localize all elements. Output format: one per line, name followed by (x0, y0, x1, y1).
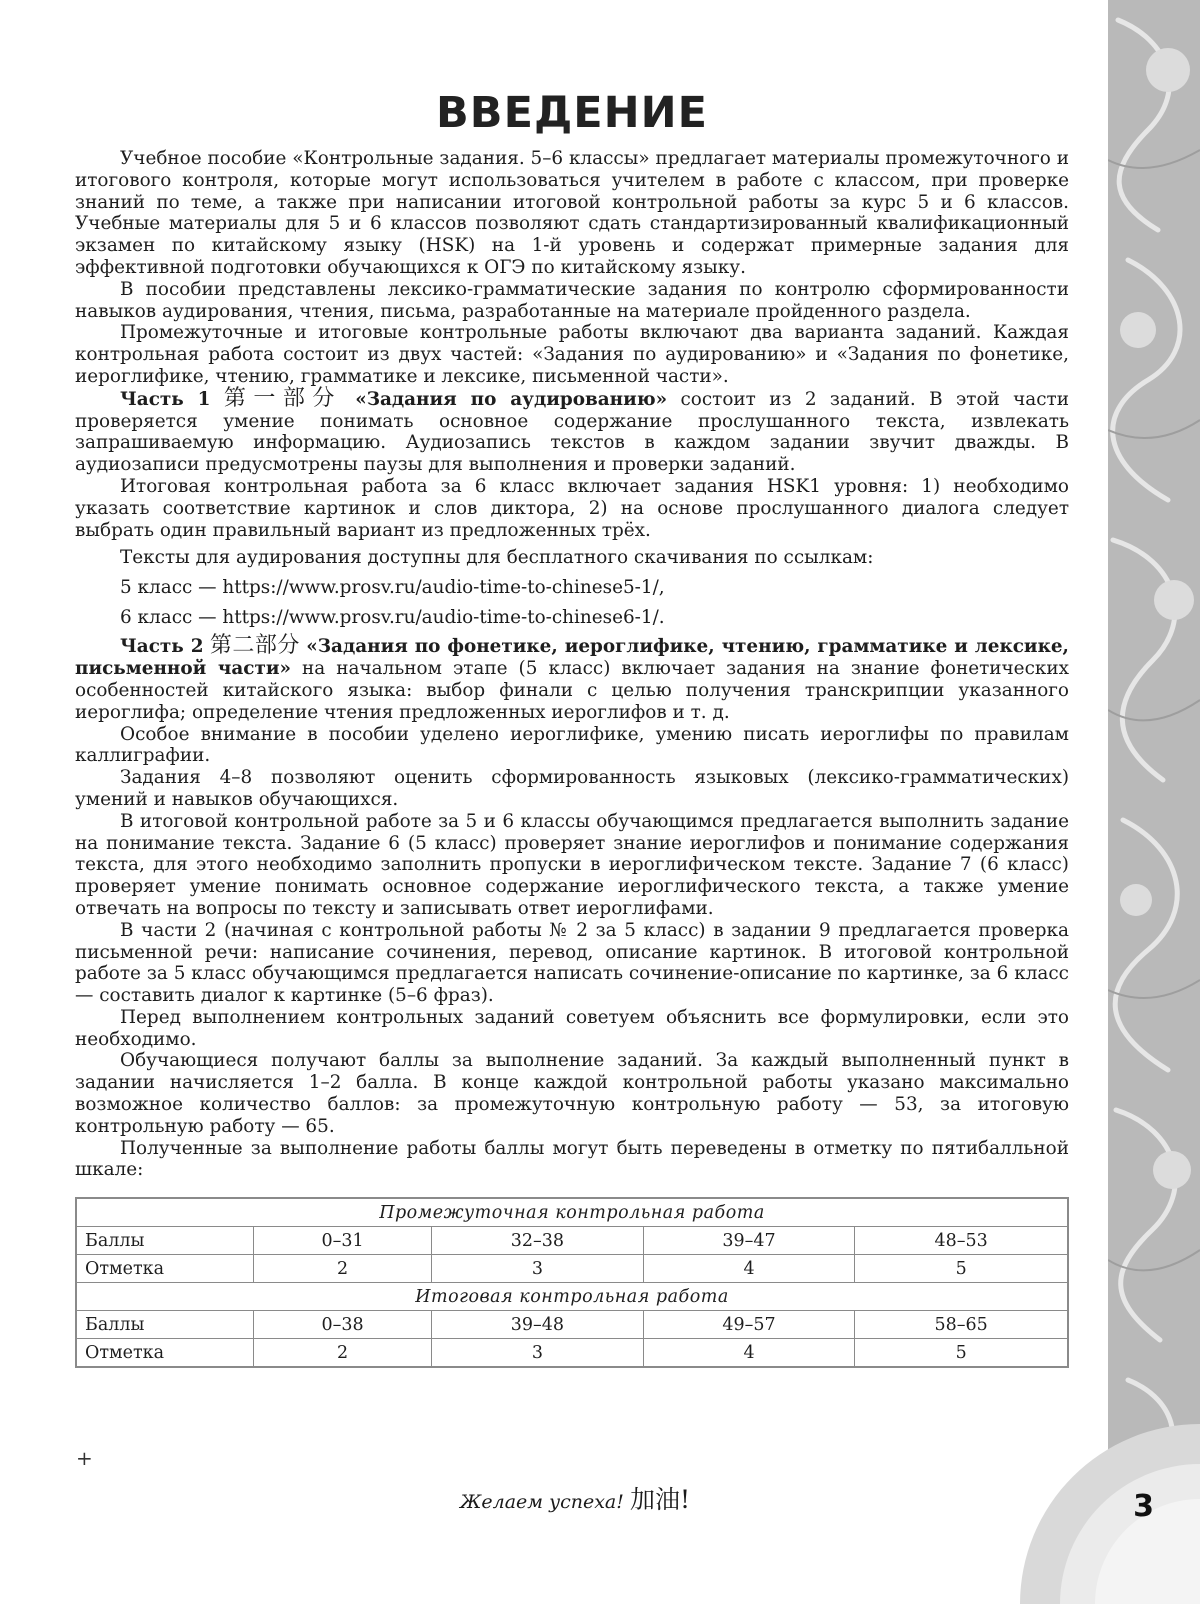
part2-hanzi: 第二部分 (209, 633, 300, 659)
table-cell: 2 (254, 1339, 432, 1368)
plus-mark: + (76, 1446, 93, 1470)
part1-label: Часть 1 (120, 388, 211, 410)
page-title: ВВЕДЕНИЕ (436, 88, 708, 138)
floral-pattern-icon (1108, 0, 1200, 1604)
intro-paragraph-2: В пособии представлены лексико-грамматические задания по контролю сформированности навыков аудирования, чтения, письма, разработанные на материале пройденного раздела. (75, 278, 1069, 322)
audio-link-grade6[interactable]: 6 класс — https://www.prosv.ru/audio-time-to-chinese6-1/. (120, 607, 665, 629)
table-cell: 4 (643, 1339, 855, 1368)
final-section-title: Итоговая контрольная работа (76, 1283, 1068, 1311)
table-row (76, 1227, 1068, 1255)
table-cell: 4 (643, 1255, 855, 1283)
part1-text: состоит из 2 заданий. В этой части проверяется умение понимать основное содержание прослушанного текста, извлекать запрашиваемую информацию. Аудиозапись текстов в каждом задании звучит дважды. В аудиозаписи предусмотрены паузы для выполнения и проверки заданий. (75, 388, 1069, 476)
table-row (76, 1255, 1068, 1283)
table-cell: 3 (432, 1255, 644, 1283)
page-number: 3 (1133, 1489, 1154, 1524)
part1-name: «Задания по аудированию» (355, 388, 668, 410)
table-cell: 39–47 (643, 1227, 855, 1255)
text-comprehension-paragraph: В итоговой контрольной работе за 5 и 6 классы обучающимся предлагается выполнить задание на понимание текста. Задание 6 (5 класс) проверяет знание иероглифов и понимание содержания текста, для этого необходимо заполнить пропуски в иероглифическом тексте. Задание 7 (6 класс) проверяет умение понимать основное содержание иероглифического текста, а также умение отвечать на вопросы по тексту и записывать ответ иероглифами. (75, 810, 1069, 919)
closing-wish (0, 1480, 1150, 1516)
tasks-paragraph: Задания 4–8 позволяют оценить сформированность языковых (лексико-грамматических) умений и навыков обучающихся. (75, 767, 1069, 810)
table-cell: 48–53 (855, 1227, 1068, 1255)
part1-paragraph (75, 385, 1069, 476)
grading-table (75, 1197, 1069, 1368)
table-cell: 39–48 (432, 1311, 644, 1339)
part1-hanzi: 第一部分 (223, 385, 342, 411)
part2-paragraph (75, 635, 1069, 723)
table-cell: 49–57 (643, 1311, 855, 1339)
table-cell: 0–38 (254, 1311, 432, 1339)
scale-paragraph: Полученные за выполнение работы баллы могут быть переведены в отметку по пятибалльной шкале: (75, 1137, 1069, 1181)
points-label: Баллы (76, 1227, 254, 1255)
table-row (76, 1311, 1068, 1339)
part1-final-paragraph: Итоговая контрольная работа за 6 класс включает задания HSK1 уровня: 1) необходимо указать соответствие картинок и слов диктора, 2) на основе прослушанного диалога следует выбрать один правильный вариант из предложенных трёх. (75, 475, 1069, 541)
table-cell: 3 (432, 1339, 644, 1368)
table-section-row (76, 1198, 1068, 1227)
wish-text: Желаем успеха! (460, 1491, 624, 1513)
audio-links-intro: Тексты для аудирования доступны для бесплатного скачивания по ссылкам: (120, 547, 874, 569)
part2-label: Часть 2 (120, 636, 204, 658)
grade-label: Отметка (76, 1255, 254, 1283)
advice-paragraph: Перед выполнением контрольных заданий советуем объяснить все формулировки, если это необходимо. (75, 1006, 1069, 1050)
part2-text: на начальном этапе (5 класс) включает задания на знание фонетических особенностей китайского языка: выбор финали с целью получения транскрипции указанного иероглифа; определение чтения предложенных иероглифов и т. д. (75, 658, 1069, 723)
intro-paragraph-1: Учебное пособие «Контрольные задания. 5–6 классы» предлагает материалы промежуточного и итогового контроля, которые могут использоваться учителем в работе с классом, при проверке знаний по теме, а также при написании итоговой контрольной работы за курс 5 и 6 классов. Учебные материалы для 5 и 6 классов позволяют сдать стандартизированный квалификационный экзамен по китайскому языку (HSK) на 1-й уровень и содержат примерные задания для эффективной подготовки обучающихся к ОГЭ по китайскому языку. (75, 148, 1069, 278)
table-cell: 32–38 (432, 1227, 644, 1255)
grade-label: Отметка (76, 1339, 254, 1368)
table-cell: 5 (855, 1339, 1068, 1368)
table-cell: 2 (254, 1255, 432, 1283)
intro-paragraph-3: Промежуточные и итоговые контрольные работы включают два варианта заданий. Каждая контрольная работа состоит из двух частей: «Задания по аудированию» и «Задания по фонетике, иероглифике, чтению, грамматике и лексике, письменной части». (75, 322, 1069, 387)
table-cell: 0–31 (254, 1227, 432, 1255)
wish-hanzi: 加油! (629, 1485, 690, 1514)
table-row (76, 1339, 1068, 1368)
calligraphy-paragraph: Особое внимание в пособии уделено иероглифике, умению писать иероглифы по правилам каллиграфии. (75, 723, 1069, 767)
audio-link-grade5[interactable]: 5 класс — https://www.prosv.ru/audio-time-to-chinese5-1/, (120, 577, 665, 599)
intermediate-section-title: Промежуточная контрольная работа (76, 1198, 1068, 1227)
part2-name: «Задания по фонетике, иероглифике, чтению, грамматике и лексике, письменной части» (75, 636, 1069, 680)
page-content (75, 88, 1069, 1368)
points-label: Баллы (76, 1311, 254, 1339)
writing-paragraph: В части 2 (начиная с контрольной работы № 2 за 5 класс) в задании 9 предлагается проверка письменной речи: написание сочинения, перевод, описание картинок. В итоговой контрольной работе за 5 класс обучающимся предлагается написать сочинение-описание по картинке, за 6 класс — составить диалог к картинке (5–6 фраз). (75, 919, 1069, 1007)
table-cell: 58–65 (855, 1311, 1068, 1339)
table-section-row (76, 1283, 1068, 1311)
points-paragraph: Обучающиеся получают баллы за выполнение заданий. За каждый выполненный пункт в задании начисляется 1–2 балла. В конце каждой контрольной работы указано максимально возможное количество баллов: за промежуточную контрольную работу — 53, за итоговую контрольную работу — 65. (75, 1050, 1069, 1137)
floral-ornament-band (1108, 0, 1200, 1604)
table-cell: 5 (855, 1255, 1068, 1283)
